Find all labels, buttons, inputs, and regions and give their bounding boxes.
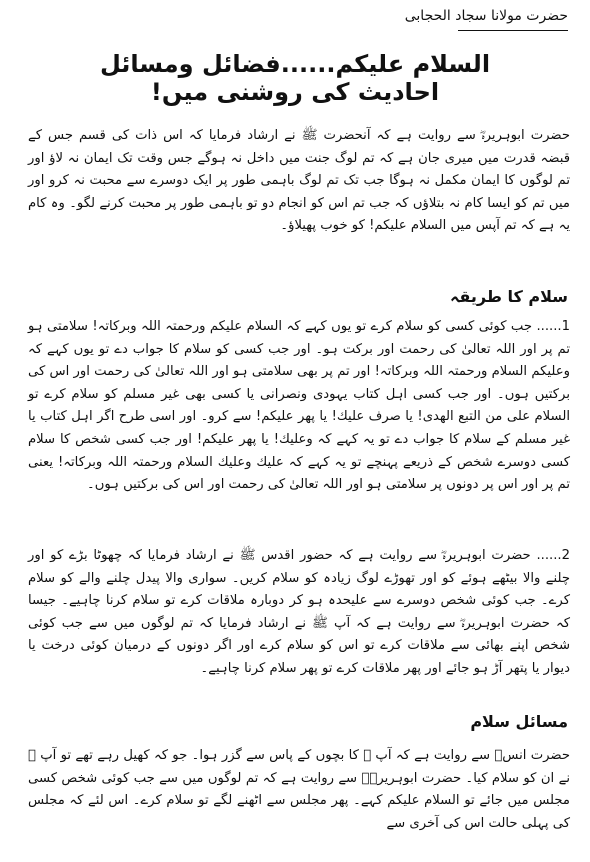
author-label: حضرت مولانا سجاد الحجابی (404, 8, 568, 24)
author-underline (458, 30, 568, 31)
paragraph-1: 1...... جب کوئی کسی کو سلام کرے تو یوں کہے کہ السلام علیکم ورحمتہ اللہ وبرکاتہ! سلامتی ہو تم پر اور اللہ تعالیٰ کی رحمت اور برکت ہو۔ اور جب کسی کو سلام کا جواب دے تو یوں کہے کہ وعلیکم السلام ورحمتہ اللہ وبرکاتہ! اور تم پر بھی سلامتی ہو اور اللہ تعالیٰ کی رحمت اور اس کی برکتیں ہوں۔ اور جب کسی اہل کتاب یہودی ونصرانی یا کسی بھی غیر مسلم کو سلام کرے تو السلام علی من التبع الهدی! یا صرف علیك! یا پھر علیکم! سے کرو۔ اور اسی طرح اگر اہل کتاب یا غیر مسلم کے سلام کا جواب دے تو یہ کہے کہ وعلیك! یا پھر علیکم! اور جب کسی شخص کا سلام کسی دوسرے شخص کے ذریعے پہنچے تو یہ کہے کہ علیك وعلیك السلام ورحمتہ اللہ وبرکاتہ! یعنی تم پر اور اس پر دونوں پر سلامتی ہو اور اللہ تعالیٰ کی رحمت اور اس کی برکتیں ہوں۔ (28, 319, 570, 493)
paragraph-2: 2...... حضرت ابوہریرہؓ سے روایت ہے کہ حضور اقدس ﷺ نے ارشاد فرمایا کہ چھوٹا بڑے کو اور چلنے والا بیٹھے ہوئے کو اور تھوڑے لوگ زیادہ کو سلام کریں۔ سواری والا پیدل چلنے والے کو سلام کرے۔ جب کوئی شخص دوسرے سے علیحدہ ہو کر دوبارہ ملاقات کرے تو سلام کرنا چاہیے۔ جیسا کہ حضرت ابوہریرہؓ سے روایت ہے کہ آپ ﷺ نے ارشاد فرمایا کہ تم لوگوں میں سے جب کوئی شخص اپنے بھائی سے ملاقات کرے تو اس کو سلام کرے اور اگر دونوں کے درمیان کوئی درخت یا دیوار یا پتھر آڑ ہو جائے اور پھر ملاقات کرے تو پھر سلام کرنا چاہیے۔ (28, 548, 570, 676)
section-heading-salam-rules: مسائل سلام (470, 712, 568, 731)
paragraph-3: حضرت انسؓ سے روایت ہے کہ آپ ﷺ کا بچوں کے پاس سے گزر ہوا۔ جو کہ کھیل رہے تھے تو آپ ﷺ نے ان کو سلام کیا۔ حضرت ابوہریرہؓ سے روایت ہے کہ تم لوگوں میں سے جب کوئی شخص کسی مجلس میں جائے تو السلام علیکم کہے۔ پھر مجلس سے اٹھنے لگے تو سلام کرے۔ اس لئے کہ مجلس کی پہلی حالت اس کی آخری سے (28, 748, 570, 831)
section-heading-salam-method: سلام کا طریقہ (450, 287, 568, 306)
page-title: السلام علیکم......فضائل ومسائل احادیث کی روشنی میں! (99, 50, 491, 106)
intro-paragraph: حضرت ابوہریرہؓ سے روایت ہے کہ آنحضرت ﷺ نے ارشاد فرمایا کہ اس ذات کی قسم جس کے قبضہ قدرت میں میری جان ہے کہ تم لوگ جنت میں داخل نہ ہوگے جس وقت تک ایمان نہ لاؤ اور تم لوگوں کا ایمان مکمل نہ ہوگا جب تک تم لوگ باہمی طور پر ایک دوسرے سے محبت نہ کرو اور میں تم کو ایسا کام نہ بتلاؤں کہ جب تم اس کو انجام دو تو باہمی طور پر محبت کرنے لگو۔ وہ کام یہ ہے کہ تم آپس میں السلام علیکم! کو خوب پھیلاؤ۔ (28, 128, 570, 234)
